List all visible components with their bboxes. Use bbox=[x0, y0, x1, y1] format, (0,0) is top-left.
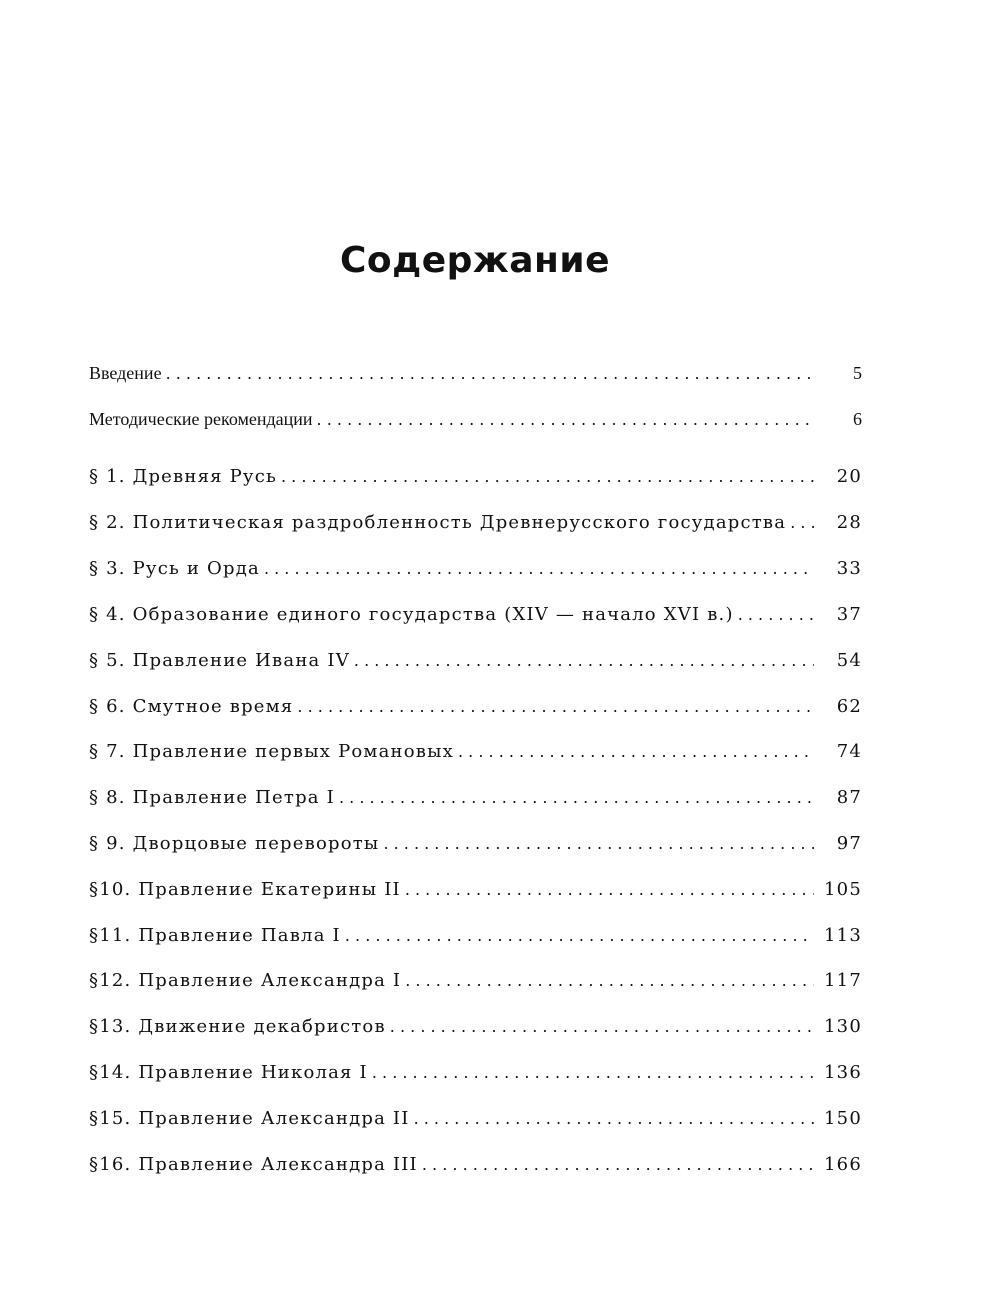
toc-entry-chapter-2[interactable] bbox=[89, 512, 862, 542]
chapter-number: §15. bbox=[89, 1108, 132, 1129]
chapter-page: 28 bbox=[836, 512, 862, 533]
toc-entry-page: 6 bbox=[853, 409, 862, 429]
chapter-number: § 4. bbox=[89, 604, 126, 625]
chapter-number: §10. bbox=[89, 879, 132, 900]
chapter-number: § 8. bbox=[89, 787, 126, 808]
chapter-page: 136 bbox=[824, 1062, 862, 1083]
toc-entry-label: Методические рекомендации bbox=[89, 409, 313, 429]
chapter-title: Правление Ивана IV bbox=[132, 650, 350, 671]
chapter-title: Русь и Орда bbox=[132, 558, 260, 579]
chapter-page: 74 bbox=[836, 741, 862, 762]
chapter-title: Правление Петра I bbox=[132, 787, 335, 808]
chapter-page: 117 bbox=[824, 970, 862, 991]
chapter-page: 20 bbox=[836, 466, 862, 487]
chapter-title: Правление Александра III bbox=[138, 1154, 418, 1175]
chapter-page: 33 bbox=[836, 558, 862, 579]
toc-entry-chapter-9[interactable] bbox=[89, 833, 862, 863]
chapter-page: 62 bbox=[836, 696, 862, 717]
chapter-number: §13. bbox=[89, 1016, 132, 1037]
dot-leader bbox=[354, 651, 814, 670]
dot-leader bbox=[166, 364, 814, 383]
chapter-number: § 7. bbox=[89, 741, 126, 762]
dot-leader bbox=[738, 605, 814, 624]
dot-leader bbox=[390, 1017, 814, 1036]
chapter-title: Правление Николая I bbox=[138, 1062, 368, 1083]
toc-entry-methodology[interactable] bbox=[89, 409, 862, 439]
toc-entry-chapter-13[interactable] bbox=[89, 1016, 862, 1046]
chapter-number: §16. bbox=[89, 1154, 132, 1175]
dot-leader bbox=[372, 1063, 814, 1082]
dot-leader bbox=[405, 971, 814, 990]
chapter-number: § 3. bbox=[89, 558, 126, 579]
chapter-page: 54 bbox=[836, 650, 862, 671]
dot-leader bbox=[345, 926, 814, 945]
chapter-page: 105 bbox=[824, 879, 862, 900]
toc-entry-chapter-11[interactable] bbox=[89, 925, 862, 955]
toc-entry-chapter-4[interactable] bbox=[89, 604, 862, 634]
toc-entry-chapter-1[interactable] bbox=[89, 466, 862, 496]
dot-leader bbox=[790, 513, 814, 532]
chapter-page: 130 bbox=[824, 1016, 862, 1037]
chapter-title: Движение декабристов bbox=[138, 1016, 386, 1037]
toc-entry-chapter-7[interactable] bbox=[89, 741, 862, 771]
chapter-number: §11. bbox=[89, 925, 132, 946]
chapter-title: Правление Екатерины II bbox=[138, 879, 401, 900]
chapter-page: 150 bbox=[824, 1108, 862, 1129]
toc-entry-page: 5 bbox=[853, 363, 862, 383]
chapter-page: 37 bbox=[836, 604, 862, 625]
dot-leader bbox=[264, 559, 814, 578]
chapter-number: § 6. bbox=[89, 696, 126, 717]
chapter-title: Правление первых Романовых bbox=[132, 741, 454, 762]
page-title: Содержание bbox=[339, 240, 611, 281]
chapter-title: Правление Александра I bbox=[138, 970, 402, 991]
chapter-number: § 1. bbox=[89, 466, 126, 487]
chapter-number: § 2. bbox=[89, 512, 126, 533]
chapter-title: Правление Павла I bbox=[138, 925, 341, 946]
chapter-title: Политическая раздробленность Древнерусского государства bbox=[132, 512, 787, 533]
toc-entry-chapter-15[interactable] bbox=[89, 1108, 862, 1138]
toc-entry-chapter-5[interactable] bbox=[89, 650, 862, 680]
chapter-page: 113 bbox=[824, 925, 862, 946]
chapter-title: Смутное время bbox=[132, 696, 294, 717]
dot-leader bbox=[281, 467, 814, 486]
toc-entry-chapter-10[interactable] bbox=[89, 879, 862, 909]
toc-entry-chapter-12[interactable] bbox=[89, 970, 862, 1000]
dot-leader bbox=[317, 410, 814, 429]
chapter-number: §12. bbox=[89, 970, 132, 991]
toc-entry-chapter-14[interactable] bbox=[89, 1062, 862, 1092]
chapter-page: 87 bbox=[836, 787, 862, 808]
chapter-number: § 5. bbox=[89, 650, 126, 671]
dot-leader bbox=[422, 1155, 814, 1174]
toc-entry-chapter-8[interactable] bbox=[89, 787, 862, 817]
toc-entry-chapter-6[interactable] bbox=[89, 696, 862, 726]
toc-entry-introduction[interactable] bbox=[89, 363, 862, 393]
chapter-title: Древняя Русь bbox=[132, 466, 277, 487]
toc-entry-chapter-3[interactable] bbox=[89, 558, 862, 588]
chapter-number: §14. bbox=[89, 1062, 132, 1083]
dot-leader bbox=[458, 742, 814, 761]
chapter-title: Образование единого государства (XIV — начало XVI в.) bbox=[132, 604, 734, 625]
chapter-title: Дворцовые перевороты bbox=[132, 833, 380, 854]
chapter-title: Правление Александра II bbox=[138, 1108, 410, 1129]
dot-leader bbox=[383, 834, 814, 853]
dot-leader bbox=[339, 788, 814, 807]
toc-entry-chapter-16[interactable] bbox=[89, 1154, 862, 1184]
toc-entry-label: Введение bbox=[89, 363, 162, 383]
dot-leader bbox=[405, 880, 814, 899]
dot-leader bbox=[297, 697, 814, 716]
chapter-page: 166 bbox=[824, 1154, 862, 1175]
chapter-number: § 9. bbox=[89, 833, 126, 854]
dot-leader bbox=[414, 1109, 814, 1128]
chapter-page: 97 bbox=[836, 833, 862, 854]
